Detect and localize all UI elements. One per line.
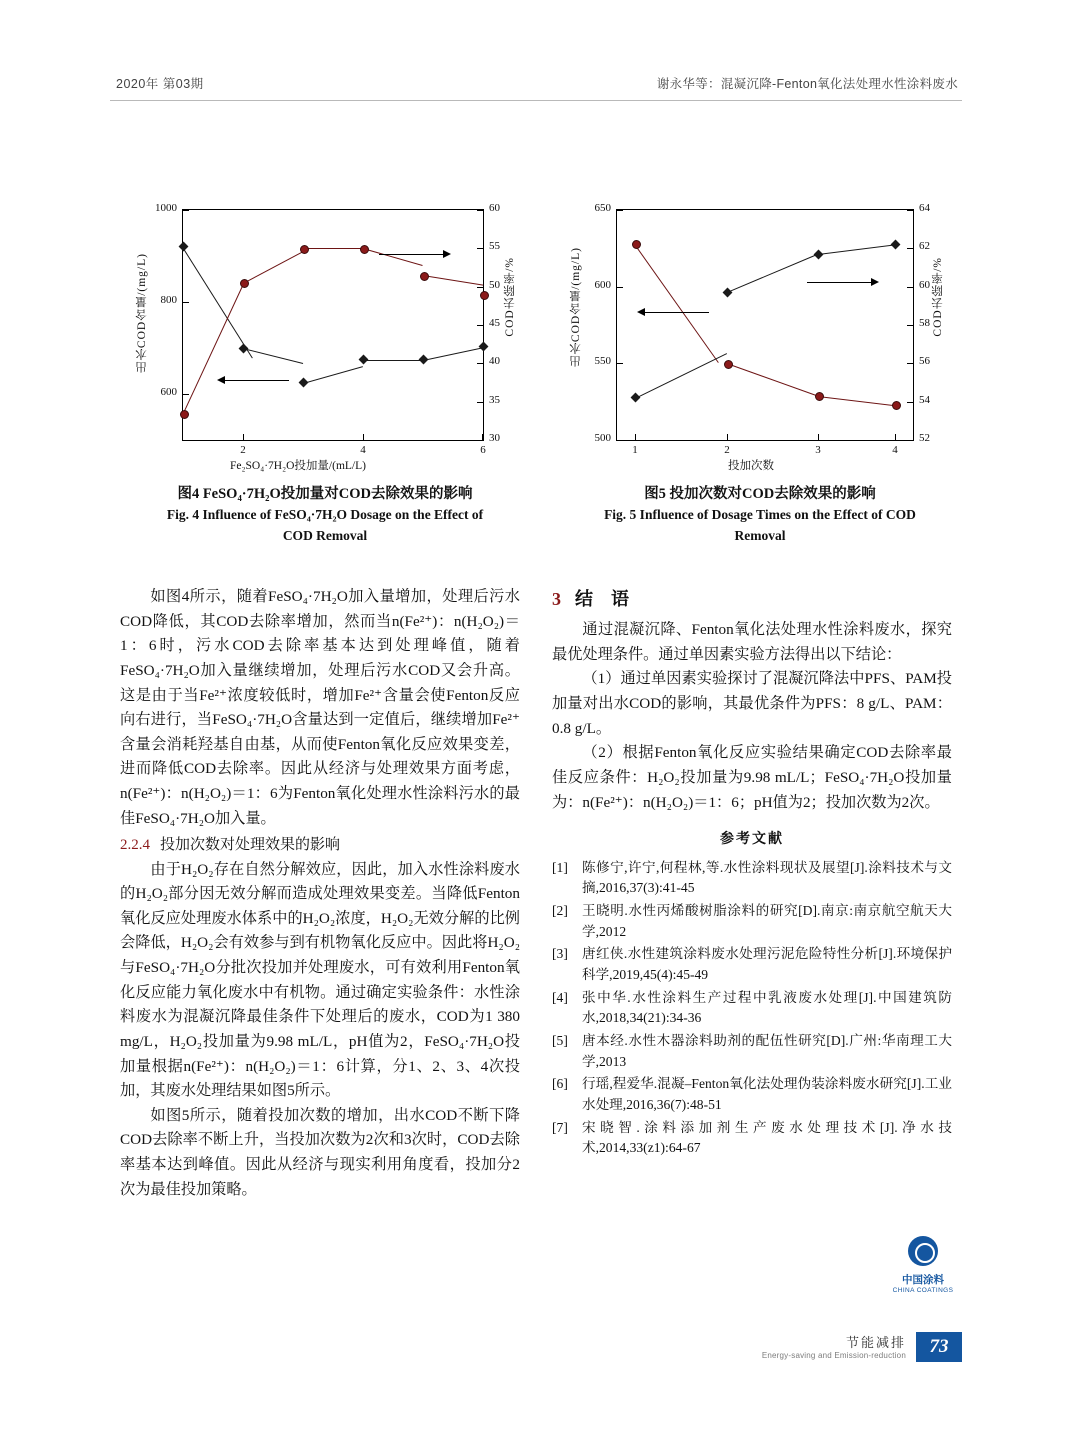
fig4-ytick-label: 1000 xyxy=(155,202,177,214)
running-head-left: 2020年 第03期 xyxy=(116,77,204,91)
page-footer xyxy=(110,1332,962,1372)
fig5-arrow-right-head xyxy=(871,278,879,286)
fig5-series2-point xyxy=(722,287,732,297)
reference-item xyxy=(552,1118,952,1159)
paragraph: 由于H₂O₂存在自然分解效应，因此，加入水性涂料废水的H₂O₂部分因无效分解而造成处理效果变差。当降低Fenton氧化反应处理废水体系中的H₂O₂浓度，H₂O₂无效分解的比例会降低，H₂O₂会有效参与到有机物氧化反应中。因此将H₂O₂与FeSO₄·7H₂O分批次投加并处理废水，可有效利用Fenton氧化反应能力氧化废水中有机物。通过确定实验条件：水性涂料废水为混凝沉降最佳条件下处理后的废水，COD为1 380 mg/L，H₂O₂投加量为9.98 mL/L，pH值为2，FeSO₄·7H₂O投加量根据n(Fe²⁺)：n(H₂O₂)＝1：6计算，分1、2、3、4次投加，其废水处理结果如图5所示。 xyxy=(120,860,520,1100)
reference-item xyxy=(552,901,952,942)
left-column xyxy=(120,585,520,1202)
fig4-xtick-label: 4 xyxy=(360,444,366,456)
fig4-x-axis-title: Fe₂SO₄·7H₂O投加量/(mL/L) xyxy=(230,460,366,472)
fig5-series1-point xyxy=(815,392,824,401)
reference-item xyxy=(552,944,952,985)
reference-number: [2] xyxy=(552,903,568,919)
running-head-right: 谢永华等：混凝沉降-Fenton氧化法处理水性涂料废水 xyxy=(656,77,958,91)
fig4-series2-point xyxy=(180,410,189,419)
fig5-xtick xyxy=(895,434,896,440)
fig4-ytick xyxy=(183,210,189,211)
reference-item xyxy=(552,858,952,899)
fig4-ytick-label: 600 xyxy=(160,386,177,398)
fig4-y2tick xyxy=(477,325,483,326)
fig4-xtick-label: 2 xyxy=(240,444,246,456)
subsection-heading xyxy=(120,833,520,857)
fig5-ytick-label: 650 xyxy=(594,202,611,214)
fig4-y2tick-label: 55 xyxy=(489,240,500,252)
fig4-arrow-right-line xyxy=(379,254,445,255)
fig4-series1-point xyxy=(238,343,248,353)
fig5-y2tick-label: 56 xyxy=(919,355,930,367)
reference-text: 行瑶,程爱华.混凝–Fenton氧化法处理伪装涂料废水研究[J].工业水处理,2016,36(7):48-51 xyxy=(582,1076,952,1113)
fig5-y2tick xyxy=(907,248,913,249)
fig5-y2-axis-title: COD去除率/% xyxy=(932,257,944,337)
fig5-y2tick xyxy=(907,363,913,364)
fig5-ytick-label: 550 xyxy=(594,355,611,367)
fig5-y2tick-label: 60 xyxy=(919,279,930,291)
fig5-series2-seg xyxy=(818,245,895,256)
reference-number: [6] xyxy=(552,1076,568,1092)
fig5-xtick xyxy=(727,434,728,440)
fig5-y2tick-label: 64 xyxy=(919,202,930,214)
fig5-series2-seg xyxy=(635,353,727,399)
fig5-series2-point xyxy=(890,240,900,250)
paragraph: （1）通过单因素实验探讨了混凝沉降法中PFS、PAM投加量对出水COD的影响，其最优条件为PFS：8 g/L、PAM：0.8 g/L。 xyxy=(552,670,952,737)
reference-text: 唐本经.水性木器涂料助剂的配伍性研究[D].广州:华南理工大学,2013 xyxy=(582,1033,952,1069)
footer-section-cn: 节能减排 xyxy=(845,1335,906,1350)
fig4-arrow-left-line xyxy=(223,380,289,381)
reference-number: [7] xyxy=(552,1119,568,1135)
reference-item xyxy=(552,1074,952,1115)
fig5-ytick xyxy=(617,287,623,288)
section-title: 结 语 xyxy=(575,589,629,609)
figure-zone xyxy=(110,195,962,555)
fig5-ytick xyxy=(617,363,623,364)
fig4-arrow-left-head xyxy=(217,376,225,384)
fig4-series2-seg xyxy=(363,248,423,266)
fig5-series1-seg xyxy=(634,244,719,363)
fig4-series1-seg xyxy=(363,360,423,361)
fig5-xtick-label: 3 xyxy=(815,444,821,456)
fig5-ytick xyxy=(617,440,623,441)
fig4-series1-point xyxy=(298,378,308,388)
subsection-title: 投加次数对处理效果的影响 xyxy=(160,837,341,854)
fig4-y2tick-label: 50 xyxy=(489,279,500,291)
fig4-series1-point xyxy=(478,342,488,352)
reference-text: 陈修宁,许宁,何程林,等.水性涂料现状及展望[J].涂料技术与文摘,2016,37(3):41-45 xyxy=(582,859,952,896)
page-number: 73 xyxy=(916,1332,962,1362)
figure-4 xyxy=(120,195,530,544)
reference-number: [5] xyxy=(552,1033,568,1049)
fig5-xtick xyxy=(818,434,819,440)
fig5-arrow-right-line xyxy=(807,282,873,283)
fig4-series2-seg xyxy=(303,248,363,249)
fig4-series2-point xyxy=(420,272,429,281)
fig5-series1-seg xyxy=(727,363,817,396)
fig5-y-axis-title: 出水COD含量/(mg/L) xyxy=(570,247,582,368)
fig5-series1-point xyxy=(724,360,733,369)
fig4-y2tick xyxy=(477,287,483,288)
fig5-y2tick-label: 52 xyxy=(919,432,930,444)
fig4-ytick-label: 800 xyxy=(160,294,177,306)
fig5-xtick-label: 1 xyxy=(632,444,638,456)
right-column xyxy=(552,585,952,1161)
fig4-series1-seg xyxy=(423,347,483,361)
fig5-series2-point xyxy=(630,393,640,403)
fig5-y2tick xyxy=(907,287,913,288)
reference-number: [1] xyxy=(552,859,568,875)
fig4-y2tick-label: 45 xyxy=(489,317,500,329)
running-head xyxy=(110,74,962,101)
fig5-series1-point xyxy=(632,240,641,249)
fig4-series1-point xyxy=(358,355,368,365)
publisher-logo xyxy=(886,1236,960,1294)
fig5-xtick-label: 4 xyxy=(892,444,898,456)
fig4-y2-axis-title: COD去除率/% xyxy=(504,257,516,337)
fig5-ytick-label: 500 xyxy=(594,432,611,444)
paragraph: 如图5所示，随着投加次数的增加，出水COD不断下降COD去除率不断上升，当投加次数为2次和3次时，COD去除率基本达到峰值。因此从经济与现实利用角度看，投加分2次为最佳投加策略。 xyxy=(120,1106,520,1198)
fig4-ytick xyxy=(183,302,189,303)
reference-text: 王晓明.水性丙烯酸树脂涂料的研究[D].南京:南京航空航天大学,2012 xyxy=(582,903,952,939)
fig4-plot-area xyxy=(155,202,500,456)
fig4-series1-seg xyxy=(303,366,363,384)
fig4-xtick xyxy=(363,434,364,440)
fig5-xtick xyxy=(635,434,636,440)
fig4-y2tick-label: 40 xyxy=(489,355,500,367)
fig4-series1-point xyxy=(418,355,428,365)
fig5-x-axis-title: 投加次数 xyxy=(728,460,774,472)
fig4-series2-seg xyxy=(183,284,244,414)
reference-item xyxy=(552,988,952,1029)
fig5-plot-area xyxy=(594,202,930,456)
fig4-y2tick xyxy=(477,363,483,364)
fig4-series2-point xyxy=(240,279,249,288)
fig5-arrow-left-line xyxy=(643,312,709,313)
fig4-arrow-right-head xyxy=(443,250,451,258)
fig5-series1-point xyxy=(892,401,901,410)
footer-section-en: Energy-saving and Emission-reduction xyxy=(761,1351,906,1360)
fig4-y2tick-label: 35 xyxy=(489,394,500,406)
reference-text: 宋晓智.涂料添加剂生产废水处理技术[J].净水技术,2014,33(z1):64-67 xyxy=(582,1119,952,1156)
fig5-series1-seg xyxy=(818,396,895,406)
fig4-y2tick xyxy=(477,248,483,249)
fig5-series2-point xyxy=(813,249,823,259)
fig4-series2-seg xyxy=(423,275,483,286)
fig5-y2tick xyxy=(907,402,913,403)
figure-5 xyxy=(560,195,960,544)
paragraph: 通过混凝沉降、Fenton氧化法处理水性涂料废水，探究最优处理条件。通过单因素实验方法得出以下结论： xyxy=(552,621,952,663)
fig4-series1-point xyxy=(178,242,188,252)
figure-5-caption-en1: Fig. 5 Influence of Dosage Times on the Effect of COD xyxy=(604,507,916,523)
fig5-ytick xyxy=(617,210,623,211)
fig4-y-axis-title: 出水COD含量/(mg/L) xyxy=(136,253,148,374)
reference-text: 唐红侠.水性建筑涂料废水处理污泥危险特性分析[J].环境保护科学,2019,45(4):45-49 xyxy=(582,946,952,983)
fig5-y2tick xyxy=(907,325,913,326)
fig4-y2tick xyxy=(477,402,483,403)
fig5-xtick-label: 2 xyxy=(724,444,730,456)
fig5-ytick-label: 600 xyxy=(594,279,611,291)
reference-number: [3] xyxy=(552,946,568,962)
figure-4-chart xyxy=(120,195,530,472)
figure-5-caption-en2: Removal xyxy=(734,528,786,544)
fig4-series2-point xyxy=(480,291,489,300)
fig4-xtick-label: 6 xyxy=(480,444,486,456)
section-number: 3 xyxy=(552,589,561,609)
fig4-ytick xyxy=(183,394,189,395)
paragraph: （2）根据Fenton氧化反应实验结果确定COD去除率最佳反应条件：H₂O₂投加量为9.98 mL/L；FeSO₄·7H₂O投加量为：n(Fe²⁺)：n(H₂O₂)＝1：6；pH值为2；投加次数为2次。 xyxy=(552,744,952,811)
fig5-arrow-left-head xyxy=(637,308,645,316)
subsection-number: 2.2.4 xyxy=(120,837,150,854)
logo-mark-icon xyxy=(908,1236,938,1266)
fig4-xtick xyxy=(482,434,483,440)
figure-4-caption-cn: 图4 FeSO₄·7H₂O投加量对COD去除效果的影响 xyxy=(177,486,473,502)
fig5-y2tick xyxy=(907,210,913,211)
fig4-xtick xyxy=(243,434,244,440)
figure-4-caption xyxy=(120,483,530,547)
fig4-y2tick-label: 30 xyxy=(489,432,500,444)
fig5-y2tick-label: 54 xyxy=(919,394,930,406)
figure-5-chart xyxy=(560,195,960,472)
fig4-series2-point xyxy=(300,245,309,254)
logo-name-cn: 中国涂料 xyxy=(902,1274,944,1286)
reference-number: [4] xyxy=(552,989,568,1005)
section-heading xyxy=(552,585,952,614)
fig5-y2tick-label: 58 xyxy=(919,317,930,329)
paragraph: 如图4所示，随着FeSO₄·7H₂O加入量增加，处理后污水COD降低，其COD去除率增加，然而当n(Fe²⁺)：n(H₂O₂)＝1：6时，污水COD去除率基本达到处理峰值，随着FeSO₄·7H₂O加入量继续增加，处理后污水COD又会升高。这是由于当Fe²⁺浓度较低时，增加Fe²⁺含量会使Fenton反应向右进行，当FeSO₄·7H₂O含量达到一定值后，继续增加Fe²⁺含量会消耗羟基自由基，从而使Fenton氧化反应效果变差，进而降低COD去除率。因此从经济与处理效果方面考虑，n(Fe²⁺)：n(H₂O₂)＝1：6为Fenton氧化处理水性涂料污水的最佳FeSO₄·7H₂O加入量。 xyxy=(120,588,520,827)
fig4-series2-seg xyxy=(243,251,304,284)
fig4-y2tick xyxy=(477,440,483,441)
references-heading: 参考文献 xyxy=(720,832,784,848)
fig5-y2tick-label: 62 xyxy=(919,240,930,252)
reference-item xyxy=(552,1031,952,1072)
fig4-series1-seg xyxy=(182,247,253,359)
reference-text: 张中华.水性涂料生产过程中乳液废水处理[J].中国建筑防水,2018,34(21):34-36 xyxy=(582,989,952,1026)
fig5-series2-seg xyxy=(727,255,815,293)
figure-5-caption xyxy=(560,483,960,547)
fig4-y2tick xyxy=(477,210,483,211)
figure-4-caption-en1: Fig. 4 Influence of FeSO₄·7H₂O Dosage on the Effect of xyxy=(166,507,484,523)
fig5-y2tick xyxy=(907,440,913,441)
figure-4-caption-en2: COD Removal xyxy=(282,528,368,544)
figure-5-caption-cn: 图5 投加次数对COD去除效果的影响 xyxy=(644,486,876,502)
fig4-series2-point xyxy=(360,245,369,254)
logo-name-en: CHINA COATINGS xyxy=(892,1287,954,1294)
fig4-y2tick-label: 60 xyxy=(489,202,500,214)
